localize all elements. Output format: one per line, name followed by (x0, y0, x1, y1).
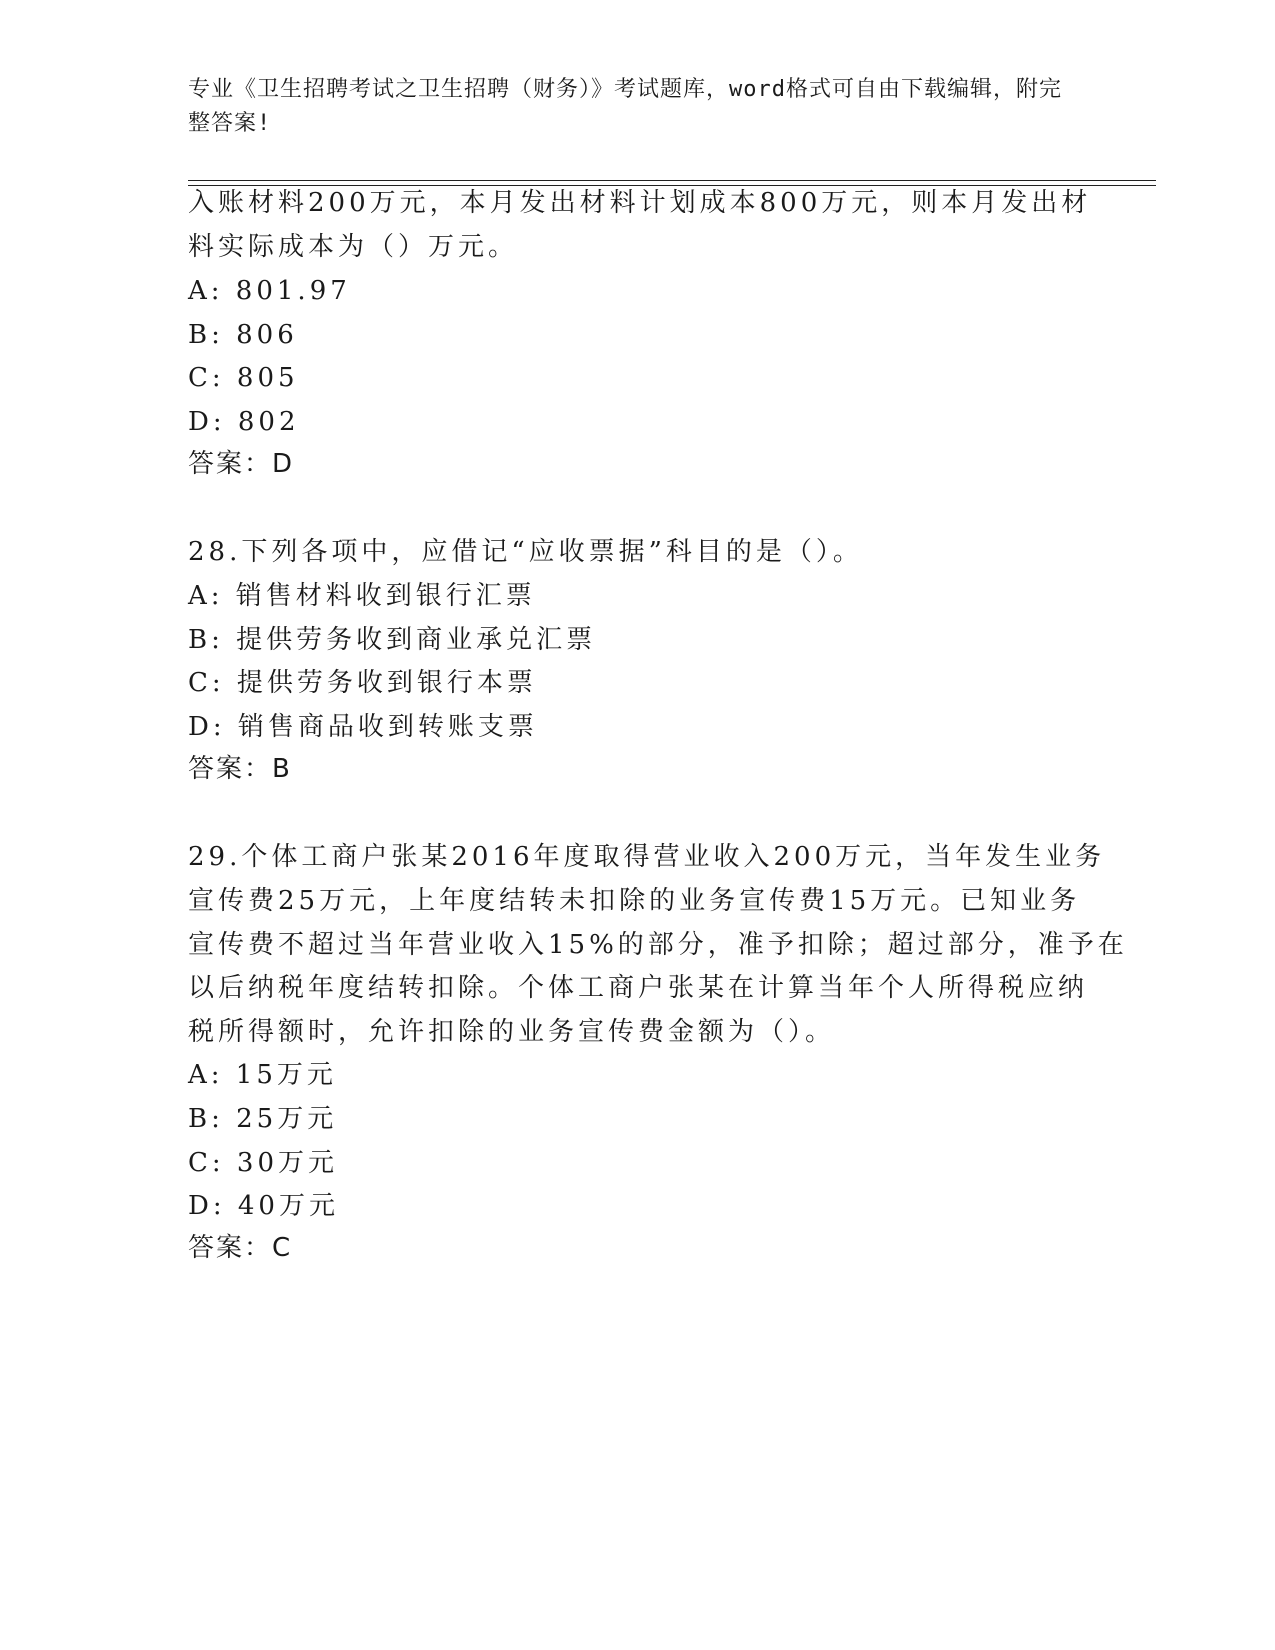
question-28-answer: 答案：B (188, 754, 292, 784)
question-29-option-c: C: 30万元 (188, 1148, 339, 1178)
question-27-option-a: A: 801.97 (188, 276, 351, 306)
header-divider-top (188, 180, 1156, 181)
question-29-stem-line-2: 宣传费25万元，上年度结转未扣除的业务宣传费15万元。已知业务 (188, 886, 1081, 916)
question-29-stem-line-3: 宣传费不超过当年营业收入15%的部分，准予扣除；超过部分，准予在 (188, 930, 1128, 960)
question-29-stem-line-5: 税所得额时，允许扣除的业务宣传费金额为（）。 (188, 1017, 836, 1047)
question-29-stem-line-4: 以后纳税年度结转扣除。个体工商户张某在计算当年个人所得税应纳 (188, 973, 1089, 1003)
question-28-option-b: B: 提供劳务收到商业承兑汇票 (188, 625, 597, 655)
question-28-option-c: C: 提供劳务收到银行本票 (188, 668, 537, 698)
question-28-option-d: D: 销售商品收到转账支票 (188, 712, 538, 742)
question-27-stem-line-2: 料实际成本为（）万元。 (188, 232, 519, 262)
question-28-stem-line-1: 28.下列各项中，应借记“应收票据”科目的是（）。 (188, 537, 863, 567)
question-27-stem-line-1: 入账材料200万元，本月发出材料计划成本800万元，则本月发出材 (188, 188, 1092, 218)
question-29-option-b: B: 25万元 (188, 1104, 338, 1134)
question-29-option-a: A: 15万元 (188, 1060, 337, 1090)
question-27-answer: 答案：D (188, 449, 295, 479)
question-29-stem-line-1: 29.个体工商户张某2016年度取得营业收入200万元，当年发生业务 (188, 842, 1106, 872)
question-27-option-b: B: 806 (188, 320, 298, 350)
question-29-answer: 答案：C (188, 1233, 293, 1263)
question-27-option-d: D: 802 (188, 407, 300, 437)
question-28-option-a: A: 销售材料收到银行汇票 (188, 581, 536, 611)
question-29-option-d: D: 40万元 (188, 1191, 339, 1221)
document-header: 专业《卫生招聘考试之卫生招聘（财务）》考试题库，word格式可自由下载编辑，附完整答案! (188, 77, 1062, 136)
question-27-option-c: C: 805 (188, 363, 299, 393)
